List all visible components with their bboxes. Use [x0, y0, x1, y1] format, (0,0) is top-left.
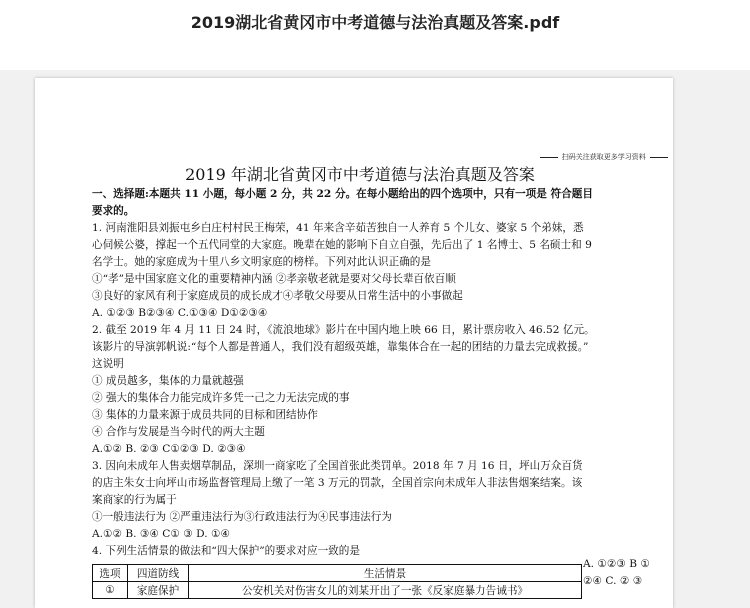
dash-left	[540, 157, 558, 158]
table-header-cell: 选项	[93, 565, 128, 582]
question-3-line: 的店主朱女士向坪山市场监督管理局上缴了一笔 3 万元的罚款，全国首宗向未成年人非法售烟案结案。该	[92, 477, 583, 489]
question-3-statement: ①一般违法行为 ②严重违法行为③行政违法行为④民事违法行为	[92, 511, 392, 523]
question-3-line: 案商家的行为属于	[92, 494, 177, 506]
question-2-statement: ① 成员越多，集体的力量就越强	[92, 375, 244, 387]
watermark-text: 扫码关注获取更多学习资料	[561, 153, 646, 161]
question-2-statement: ④ 合作与发展是当今时代的两大主题	[92, 426, 265, 438]
viewer-header	[0, 0, 750, 70]
pdf-page[interactable]	[35, 78, 673, 608]
section-heading-line: 要求的。	[92, 205, 135, 217]
question-1-line: 心伺候公婆，撑起一个五代同堂的大家庭。晚辈在她的影响下自立自强，先后出了 1 名博士、5 名硕士和 9	[92, 239, 592, 251]
options-table	[92, 564, 582, 599]
question-3-line: 3. 因向未成年人售卖烟草制品，深圳一商家吃了全国首张此类罚单。2018 年 7 月 16 日，坪山万众百货	[92, 460, 583, 472]
dash-right	[650, 157, 668, 158]
question-4-options: ②④ C. ② ③	[583, 575, 643, 587]
question-2-statement: ② 强大的集体合力能完成许多凭一己之力无法完成的事	[92, 392, 350, 404]
question-2-line: 该影片的导演郭帆说:“每个人都是普通人，我们没有超级英雄，靠集体合在一起的团结的力量去完成救援。”	[92, 341, 589, 353]
table-row	[93, 582, 582, 599]
question-3-options: A.①② B. ③④ C① ③ D. ①④	[92, 528, 230, 540]
table-cell: ①	[93, 582, 128, 599]
question-2-line: 这说明	[92, 358, 124, 370]
table-header-row	[93, 565, 582, 582]
table-cell: 家庭保护	[128, 582, 189, 599]
document-title: 2019 年湖北省黄冈市中考道德与法治真题及答案	[185, 165, 535, 184]
question-2-statement: ③ 集体的力量来源于成员共同的目标和团结协作	[92, 409, 318, 421]
question-1-line: 名学士。她的家庭成为十里八乡文明家庭的榜样。下列对此认识正确的是	[92, 256, 431, 268]
table-header-cell: 生活情景	[189, 565, 582, 582]
file-title: 2019湖北省黄冈市中考道德与法治真题及答案.pdf	[190, 13, 560, 32]
question-1-options: A. ①②③ B②③④ C.①③④ D①②③④	[92, 307, 268, 319]
question-4-line: 4. 下列生活情景的做法和“四大保护”的要求对应一致的是	[92, 545, 360, 557]
question-1-line: 1. 河南淮阳县刘振屯乡白庄村村民王梅荣，41 年来含辛茹苦独自一人养育 5 个儿女、婆家 5 个弟妹，悉	[92, 222, 584, 234]
question-2-line: 2. 截至 2019 年 4 月 11 日 24 时，《流浪地球》影片在中国内地上映 66 日，累计票房收入 46.52 亿元。	[92, 324, 595, 336]
question-2-options: A.①② B. ②③ C①②③ D. ②③④	[92, 443, 246, 455]
table-header-cell: 四道防线	[128, 565, 189, 582]
section-heading-line: 一、选择题:本题共 11 小题，每小题 2 分，共 22 分。在每小题给出的四个选项中，只有一项是 符合题目	[92, 188, 593, 200]
question-1-statement: ③良好的家风有利于家庭成员的成长成才④孝敬父母要从日常生活中的小事做起	[92, 290, 463, 302]
table-cell: 公安机关对伤害女儿的刘某开出了一张《反家庭暴力告诫书》	[189, 582, 582, 599]
question-1-statement: ①“孝”是中国家庭文化的重要精神内涵 ②孝亲敬老就是要对父母长辈百依百顺	[92, 273, 456, 285]
watermark-note	[92, 152, 670, 162]
question-4-options: A. ①②③ B ①	[583, 558, 650, 570]
